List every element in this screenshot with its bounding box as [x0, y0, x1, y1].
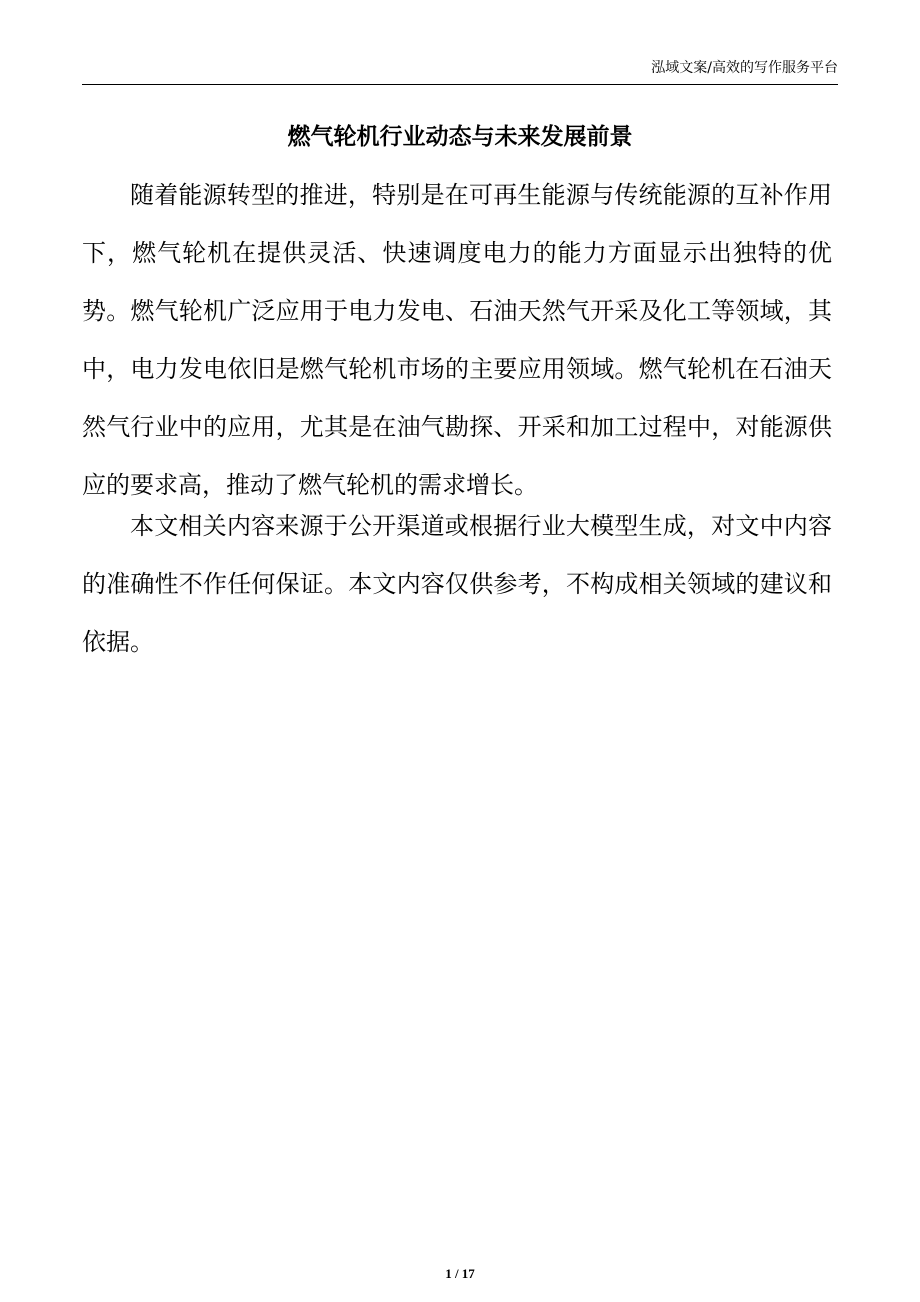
header-brand-text: 泓域文案/高效的写作服务平台 [651, 60, 838, 76]
header-divider [82, 84, 838, 85]
page-number: 1 / 17 [445, 1266, 475, 1281]
body-paragraph-2: 本文相关内容来源于公开渠道或根据行业大模型生成，对文中内容的准确性不作任何保证。本文内容仅供参考，不构成相关领域的建议和依据。 [82, 512, 832, 656]
document-title: 燃气轮机行业动态与未来发展前景 [287, 124, 633, 150]
body-paragraph-1: 随着能源转型的推进，特别是在可再生能源与传统能源的互补作用下，燃气轮机在提供灵活、快速调度电力的能力方面显示出独特的优势。燃气轮机广泛应用于电力发电、石油天然气开采及化工等领域，其中，电力发电依旧是燃气轮机市场的主要应用领域。燃气轮机在石油天然气行业中的应用，尤其是在油气勘探、开采和加工过程中，对能源供应的要求高，推动了燃气轮机的需求增长。 [82, 181, 832, 499]
